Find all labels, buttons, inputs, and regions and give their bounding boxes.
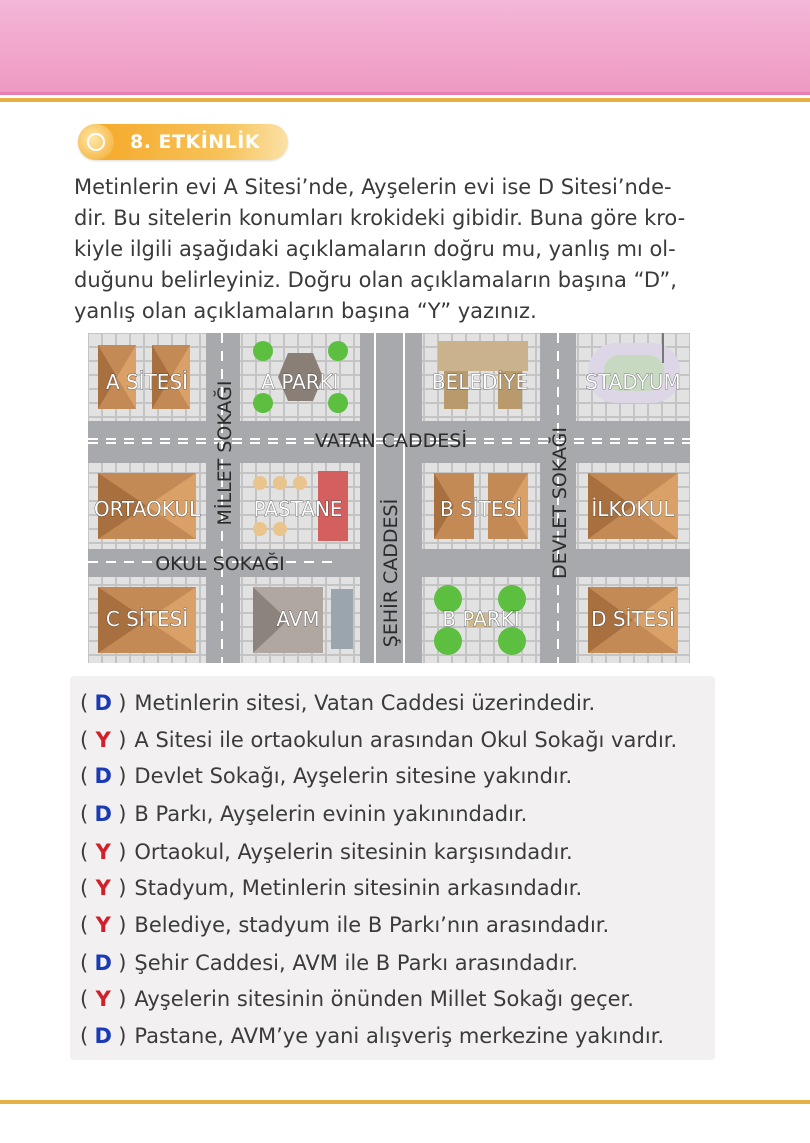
intro-line: yanlış olan açıklamaların başına “Y” yazınız. bbox=[74, 299, 537, 323]
statement-text: Şehir Caddesi, AVM ile B Parkı arasındadır. bbox=[134, 951, 578, 975]
statement-row: ( D ) Şehir Caddesi, AVM ile B Parkı arasındadır. bbox=[80, 951, 578, 975]
header-divider-pink bbox=[0, 92, 810, 95]
statement-text: Pastane, AVM’ye yani alışveriş merkezine yakındır. bbox=[134, 1024, 665, 1048]
statement-row: ( D ) Metinlerin sitesi, Vatan Caddesi üzerindedir. bbox=[80, 691, 596, 715]
answer-mark[interactable]: Y bbox=[95, 913, 111, 937]
label-a-sitesi: A SİTESİ bbox=[105, 370, 189, 394]
intro-line: duğunu belirleyiniz. Doğru olan açıklamaların başına “D”, bbox=[74, 268, 677, 292]
street-label-okul: OKUL SOKAĞI bbox=[155, 553, 285, 575]
statement-row: ( Y ) Belediye, stadyum ile B Parkı’nın arasındadır. bbox=[80, 913, 610, 937]
label-pastane: PASTANE bbox=[253, 497, 343, 521]
activity-title: 8. ETKİNLİK bbox=[130, 131, 261, 153]
header-band bbox=[0, 0, 810, 92]
statement-text: Devlet Sokağı, Ayşelerin sitesine yakındır. bbox=[134, 764, 573, 788]
label-c-sitesi: C SİTESİ bbox=[105, 607, 189, 631]
label-b-sitesi: B SİTESİ bbox=[439, 497, 523, 521]
statement-text: Belediye, stadyum ile B Parkı’nın arasındadır. bbox=[134, 913, 610, 937]
answer-mark[interactable]: Y bbox=[95, 840, 111, 864]
statement-text: B Parkı, Ayşelerin evinin yakınındadır. bbox=[134, 802, 528, 826]
statement-row: ( D ) Pastane, AVM’ye yani alışveriş merkezine yakındır. bbox=[80, 1024, 665, 1048]
answer-mark[interactable]: D bbox=[94, 764, 112, 788]
statement-row: ( Y ) A Sitesi ile ortaokulun arasından Okul Sokağı vardır. bbox=[80, 728, 678, 752]
answer-mark[interactable]: Y bbox=[95, 728, 111, 752]
answer-mark[interactable]: Y bbox=[95, 987, 111, 1011]
street-label-millet: MİLLET SOKAĞI bbox=[214, 380, 236, 526]
intro-line: Metinlerin evi A Sitesi’nde, Ayşelerin evi ise D Sitesi’nde- bbox=[74, 175, 672, 199]
statement-text: Metinlerin sitesi, Vatan Caddesi üzerindedir. bbox=[134, 691, 596, 715]
label-b-parki: B PARKI bbox=[442, 607, 520, 631]
street-label-vatan: VATAN CADDESİ bbox=[315, 430, 467, 452]
answer-mark[interactable]: D bbox=[94, 951, 112, 975]
label-avm: AVM bbox=[276, 607, 320, 631]
answer-mark[interactable]: Y bbox=[95, 876, 111, 900]
statement-row: ( Y ) Ortaokul, Ayşelerin sitesinin karşısındadır. bbox=[80, 840, 573, 864]
label-stadyum: STADYUM bbox=[585, 370, 681, 394]
label-ortaokul: ORTAOKUL bbox=[93, 497, 201, 521]
statement-row: ( Y ) Stadyum, Metinlerin sitesinin arkasındadır. bbox=[80, 876, 583, 900]
statement-text: Stadyum, Metinlerin sitesinin arkasındadır. bbox=[134, 876, 583, 900]
statement-text: Ayşelerin sitesinin önünden Millet Sokağı geçer. bbox=[134, 987, 634, 1011]
label-a-parki: A PARKI bbox=[261, 370, 339, 394]
intro-line: dir. Bu sitelerin konumları krokideki gibidir. Buna göre kro- bbox=[74, 206, 686, 230]
statement-text: A Sitesi ile ortaokulun arasından Okul Sokağı vardır. bbox=[134, 728, 678, 752]
activity-badge bbox=[78, 124, 288, 160]
label-d-sitesi: D SİTESİ bbox=[591, 607, 675, 631]
statement-row: ( D ) Devlet Sokağı, Ayşelerin sitesine yakındır. bbox=[80, 764, 573, 788]
activity-badge-icon bbox=[78, 124, 114, 160]
intro-paragraph bbox=[74, 172, 724, 327]
statement-text: Ortaokul, Ayşelerin sitesinin karşısındadır. bbox=[134, 840, 573, 864]
answer-mark[interactable]: D bbox=[94, 802, 112, 826]
street-map bbox=[88, 333, 690, 663]
street-label-devlet: DEVLET SOKAĞI bbox=[549, 427, 571, 579]
intro-line: kiyle ilgili aşağıdaki açıklamaların doğru mu, yanlış mı ol- bbox=[74, 237, 676, 261]
statement-row: ( Y ) Ayşelerin sitesinin önünden Millet Sokağı geçer. bbox=[80, 987, 634, 1011]
label-belediye: BELEDİYE bbox=[431, 370, 529, 394]
answer-mark[interactable]: D bbox=[94, 1024, 112, 1048]
label-ilkokul: İLKOKUL bbox=[591, 497, 675, 521]
answer-mark[interactable]: D bbox=[94, 691, 112, 715]
statement-row: ( D ) B Parkı, Ayşelerin evinin yakınındadır. bbox=[80, 802, 528, 826]
footer-divider-gold bbox=[0, 1100, 810, 1104]
header-divider-gold bbox=[0, 98, 810, 102]
street-label-sehir: ŞEHİR CADDESİ bbox=[380, 498, 402, 648]
statement-list bbox=[70, 676, 715, 1060]
